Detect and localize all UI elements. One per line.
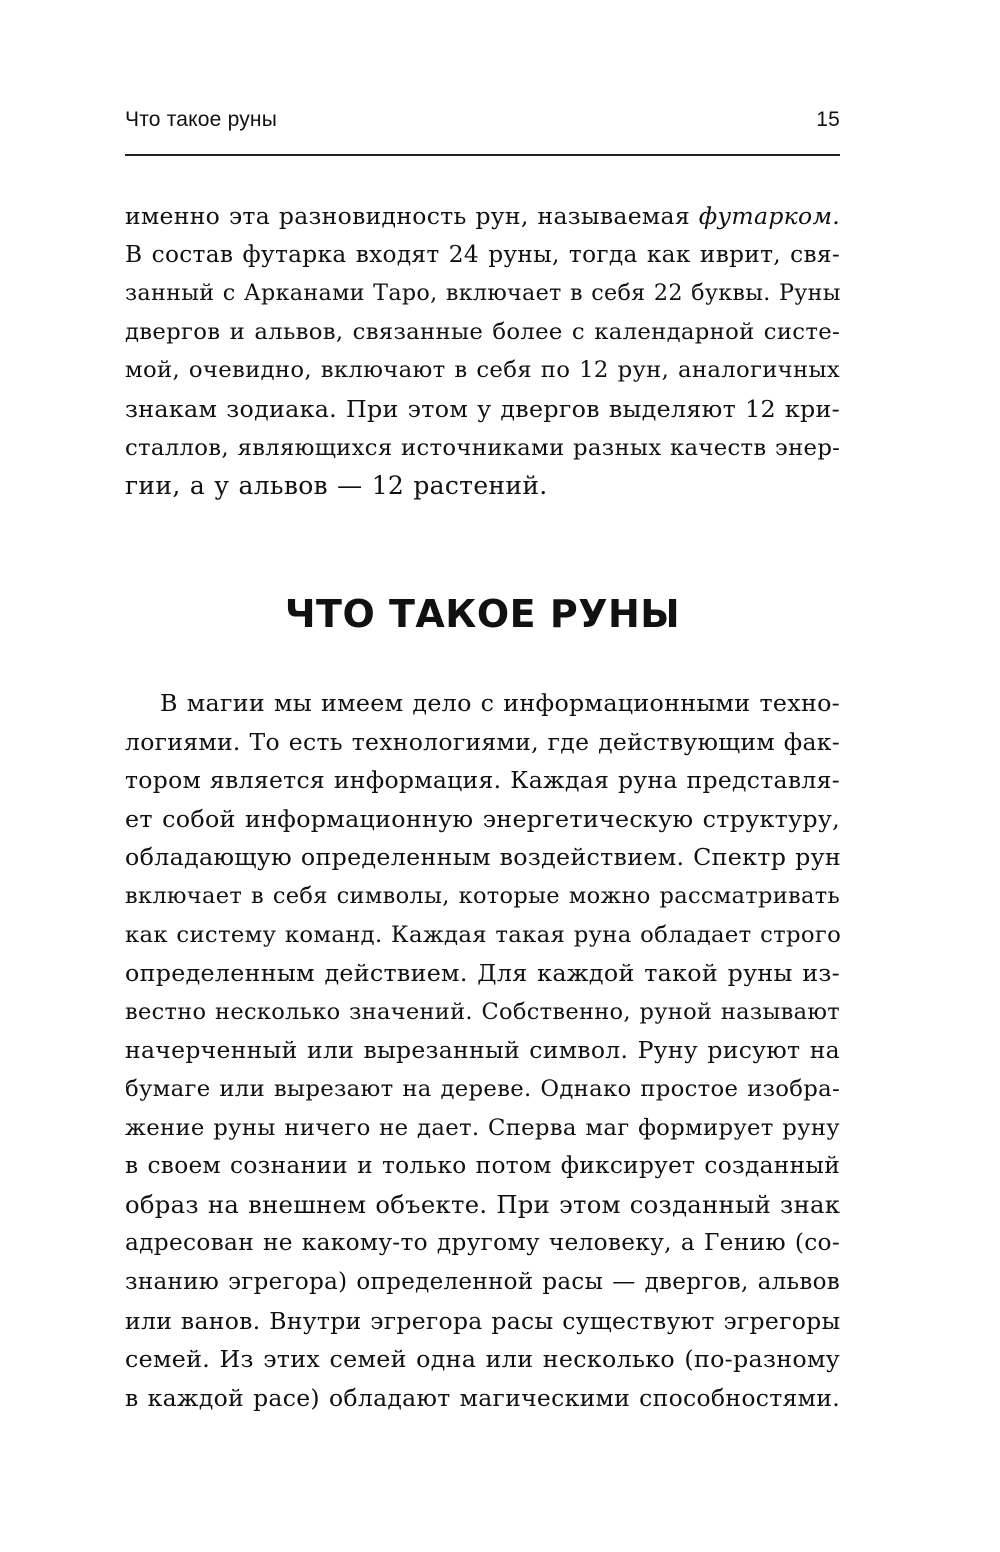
text-line: в своем сознании и только потом фиксирует созданный	[125, 1152, 840, 1180]
text-line: включает в себя символы, которые можно рассматривать	[125, 882, 840, 909]
text-line: семей. Из этих семей одна или несколько (по-разному	[125, 1345, 840, 1374]
text-line: В состав футарка входят 24 руны, тогда как иврит, свя-	[125, 240, 840, 268]
text-line: в каждой расе) обладают магическими способностями.	[125, 1383, 840, 1412]
section-heading: ЧТО ТАКОЕ РУНЫ	[284, 592, 681, 636]
text-line: гии, а у альвов — 12 растений.	[125, 471, 548, 501]
running-head-title: Что такое руны	[125, 108, 278, 131]
text-line: знакам зодиака. При этом у двергов выделяют 12 кри-	[125, 394, 840, 423]
text-line: обладающую определенным воздействием. Спектр рун	[125, 843, 841, 872]
running-head	[125, 108, 840, 146]
text-line: занный с Арканами Таро, включает в себя 22 буквы. Руны	[125, 280, 841, 307]
header-rule	[125, 154, 840, 156]
text-line: В магии мы имеем дело с информационными техно-	[160, 689, 840, 717]
text-line: адресован не какому-то другому человеку, а Гению (со-	[125, 1229, 840, 1257]
text-line: образ на внешнем объекте. При этом созданный знак	[125, 1189, 841, 1219]
text-line: начерченный или вырезанный символ. Руну рисуют на	[125, 1036, 840, 1065]
page-number: 15	[816, 108, 840, 131]
text-line: знанию эгрегора) определенной расы — двергов, альвов	[125, 1268, 840, 1295]
text-line: определенным действием. Для каждой такой руны из-	[125, 959, 840, 988]
text-line: мой, очевидно, включают в себя по 12 рун, аналогичных	[125, 357, 840, 384]
text-line: сталлов, являющихся источниками разных качеств энер-	[125, 434, 841, 461]
text-line: как систему команд. Каждая такая руна обладает строго	[125, 921, 842, 948]
text-line: бумаге или вырезают на дереве. Однако простое изобра-	[125, 1075, 840, 1102]
paragraph	[125, 684, 840, 1417]
text-line: ет собой информационную энергетическую структуру,	[125, 804, 840, 833]
paragraph-continued	[125, 197, 840, 506]
text-line: двергов и альвов, связанные более с календарной систе-	[125, 318, 840, 345]
text-line: или ванов. Внутри эгрегора расы существуют эгрегоры	[125, 1306, 841, 1335]
text-line: тором является информация. Каждая руна представля-	[125, 766, 840, 795]
text-line: именно эта разновидность рун, называемая футарком.	[125, 202, 840, 230]
text-line: вестно несколько значений. Собственно, руной называют	[125, 998, 840, 1025]
text-line: жение руны ничего не дает. Сперва маг формирует руну	[125, 1114, 840, 1141]
italic-term: футарком.	[698, 202, 840, 230]
text-line: логиями. То есть технологиями, где действующим фак-	[125, 727, 840, 756]
